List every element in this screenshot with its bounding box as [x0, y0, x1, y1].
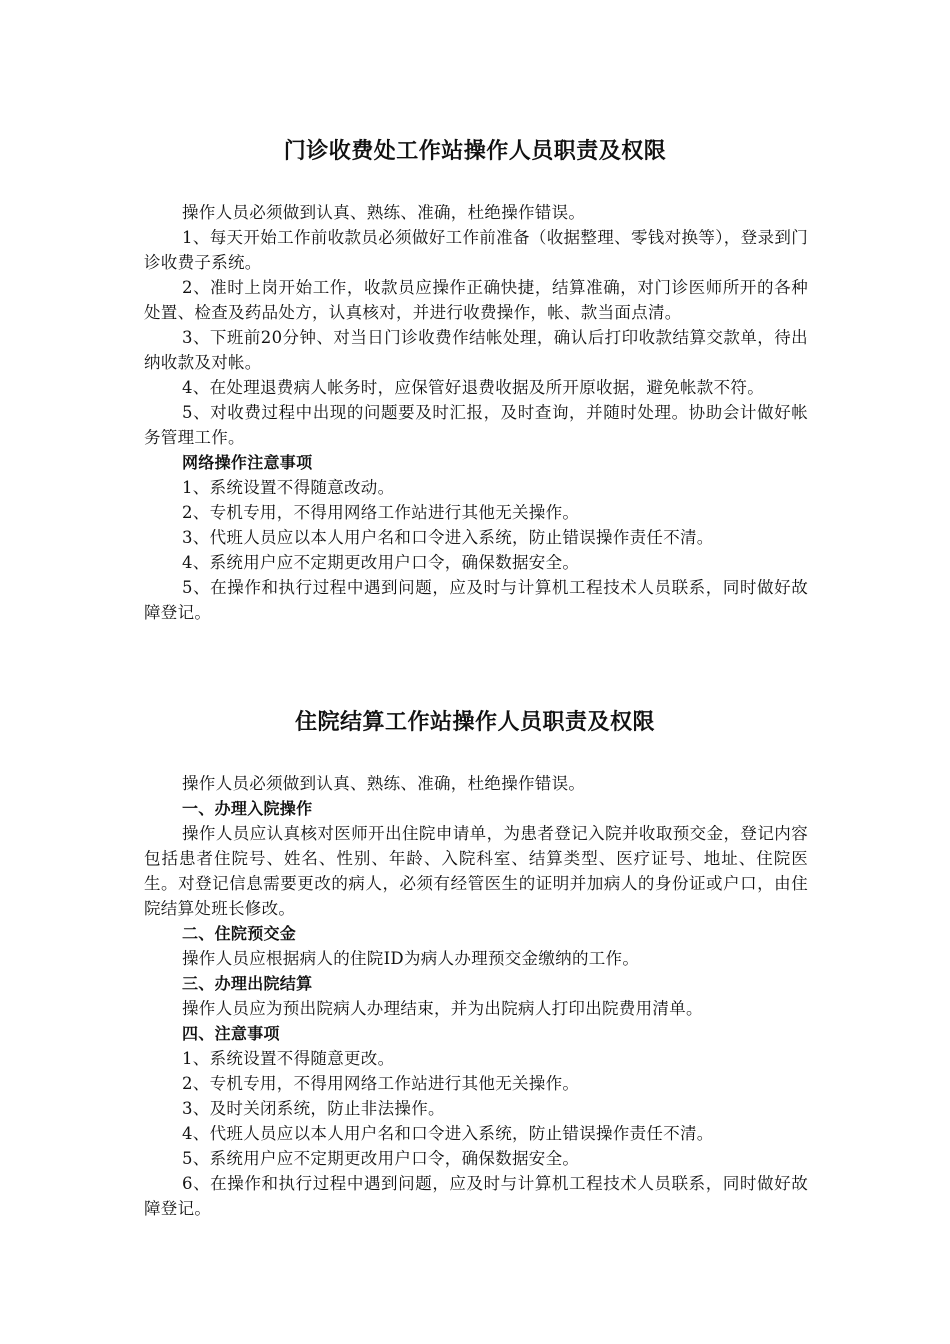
- subheading: 一、办理入院操作: [182, 799, 313, 818]
- paragraph: 4、系统用户应不定期更改用户口令，确保数据安全。: [182, 553, 580, 572]
- paragraph: 1、系统设置不得随意改动。: [182, 478, 395, 497]
- paragraph: 操作人员应根据病人的住院ID为病人办理预交金缴纳的工作。: [182, 949, 640, 968]
- paragraph: 3、及时关闭系统，防止非法操作。: [182, 1099, 445, 1118]
- paragraph: 4、代班人员应以本人用户名和口令进入系统，防止错误操作责任不清。: [182, 1124, 714, 1143]
- paragraph: 操作人员应为预出院病人办理结束，并为出院病人打印出院费用清单。: [182, 999, 703, 1018]
- paragraph: 1、每天开始工作前收款员必须做好工作前准备（收据整理、零钱对换等），登录到门诊收费子系统。: [144, 228, 808, 272]
- section-body-outpatient-billing: [144, 200, 808, 625]
- paragraph: 3、下班前20分钟、对当日门诊收费作结帐处理，确认后打印收款结算交款单，待出纳收款及对帐。: [144, 328, 808, 372]
- paragraph: 2、专机专用，不得用网络工作站进行其他无关操作。: [182, 503, 580, 522]
- paragraph: 5、在操作和执行过程中遇到问题，应及时与计算机工程技术人员联系，同时做好故障登记。: [144, 578, 808, 622]
- paragraph: 2、专机专用，不得用网络工作站进行其他无关操作。: [182, 1074, 580, 1093]
- paragraph: 操作人员应认真核对医师开出住院申请单，为患者登记入院并收取预交金，登记内容包括患者住院号、姓名、性别、年龄、入院科室、结算类型、医疗证号、地址、住院医生。对登记信息需要更改的病人，必须有经管医生的证明并加病人的身份证或户口，由住院结算处班长修改。: [144, 824, 808, 918]
- paragraph: 操作人员必须做到认真、熟练、准确，杜绝操作错误。: [182, 203, 586, 222]
- subheading: 三、办理出院结算: [182, 974, 313, 993]
- paragraph: 3、代班人员应以本人用户名和口令进入系统，防止错误操作责任不清。: [182, 528, 714, 547]
- paragraph: 5、对收费过程中出现的问题要及时汇报，及时查询，并随时处理。协助会计做好帐务管理工作。: [144, 403, 808, 447]
- paragraph: 4、在处理退费病人帐务时，应保管好退费收据及所开原收据，避免帐款不符。: [182, 378, 764, 397]
- paragraph: 6、在操作和执行过程中遇到问题，应及时与计算机工程技术人员联系，同时做好故障登记。: [144, 1174, 808, 1218]
- section-title-inpatient-settlement: 住院结算工作站操作人员职责及权限: [294, 710, 655, 735]
- subheading: 四、注意事项: [182, 1024, 280, 1043]
- paragraph: 2、准时上岗开始工作，收款员应操作正确快捷，结算准确，对门诊医师所开的各种处置、检查及药品处方，认真核对，并进行收费操作，帐、款当面点清。: [144, 278, 808, 322]
- paragraph: 1、系统设置不得随意更改。: [182, 1049, 395, 1068]
- subheading: 网络操作注意事项: [182, 453, 313, 472]
- paragraph: 5、系统用户应不定期更改用户口令，确保数据安全。: [182, 1149, 580, 1168]
- section-body-inpatient-settlement: [144, 771, 808, 1221]
- subheading: 二、住院预交金: [182, 924, 297, 943]
- section-title-outpatient-billing: 门诊收费处工作站操作人员职责及权限: [283, 139, 667, 164]
- paragraph: 操作人员必须做到认真、熟练、准确，杜绝操作错误。: [182, 774, 586, 793]
